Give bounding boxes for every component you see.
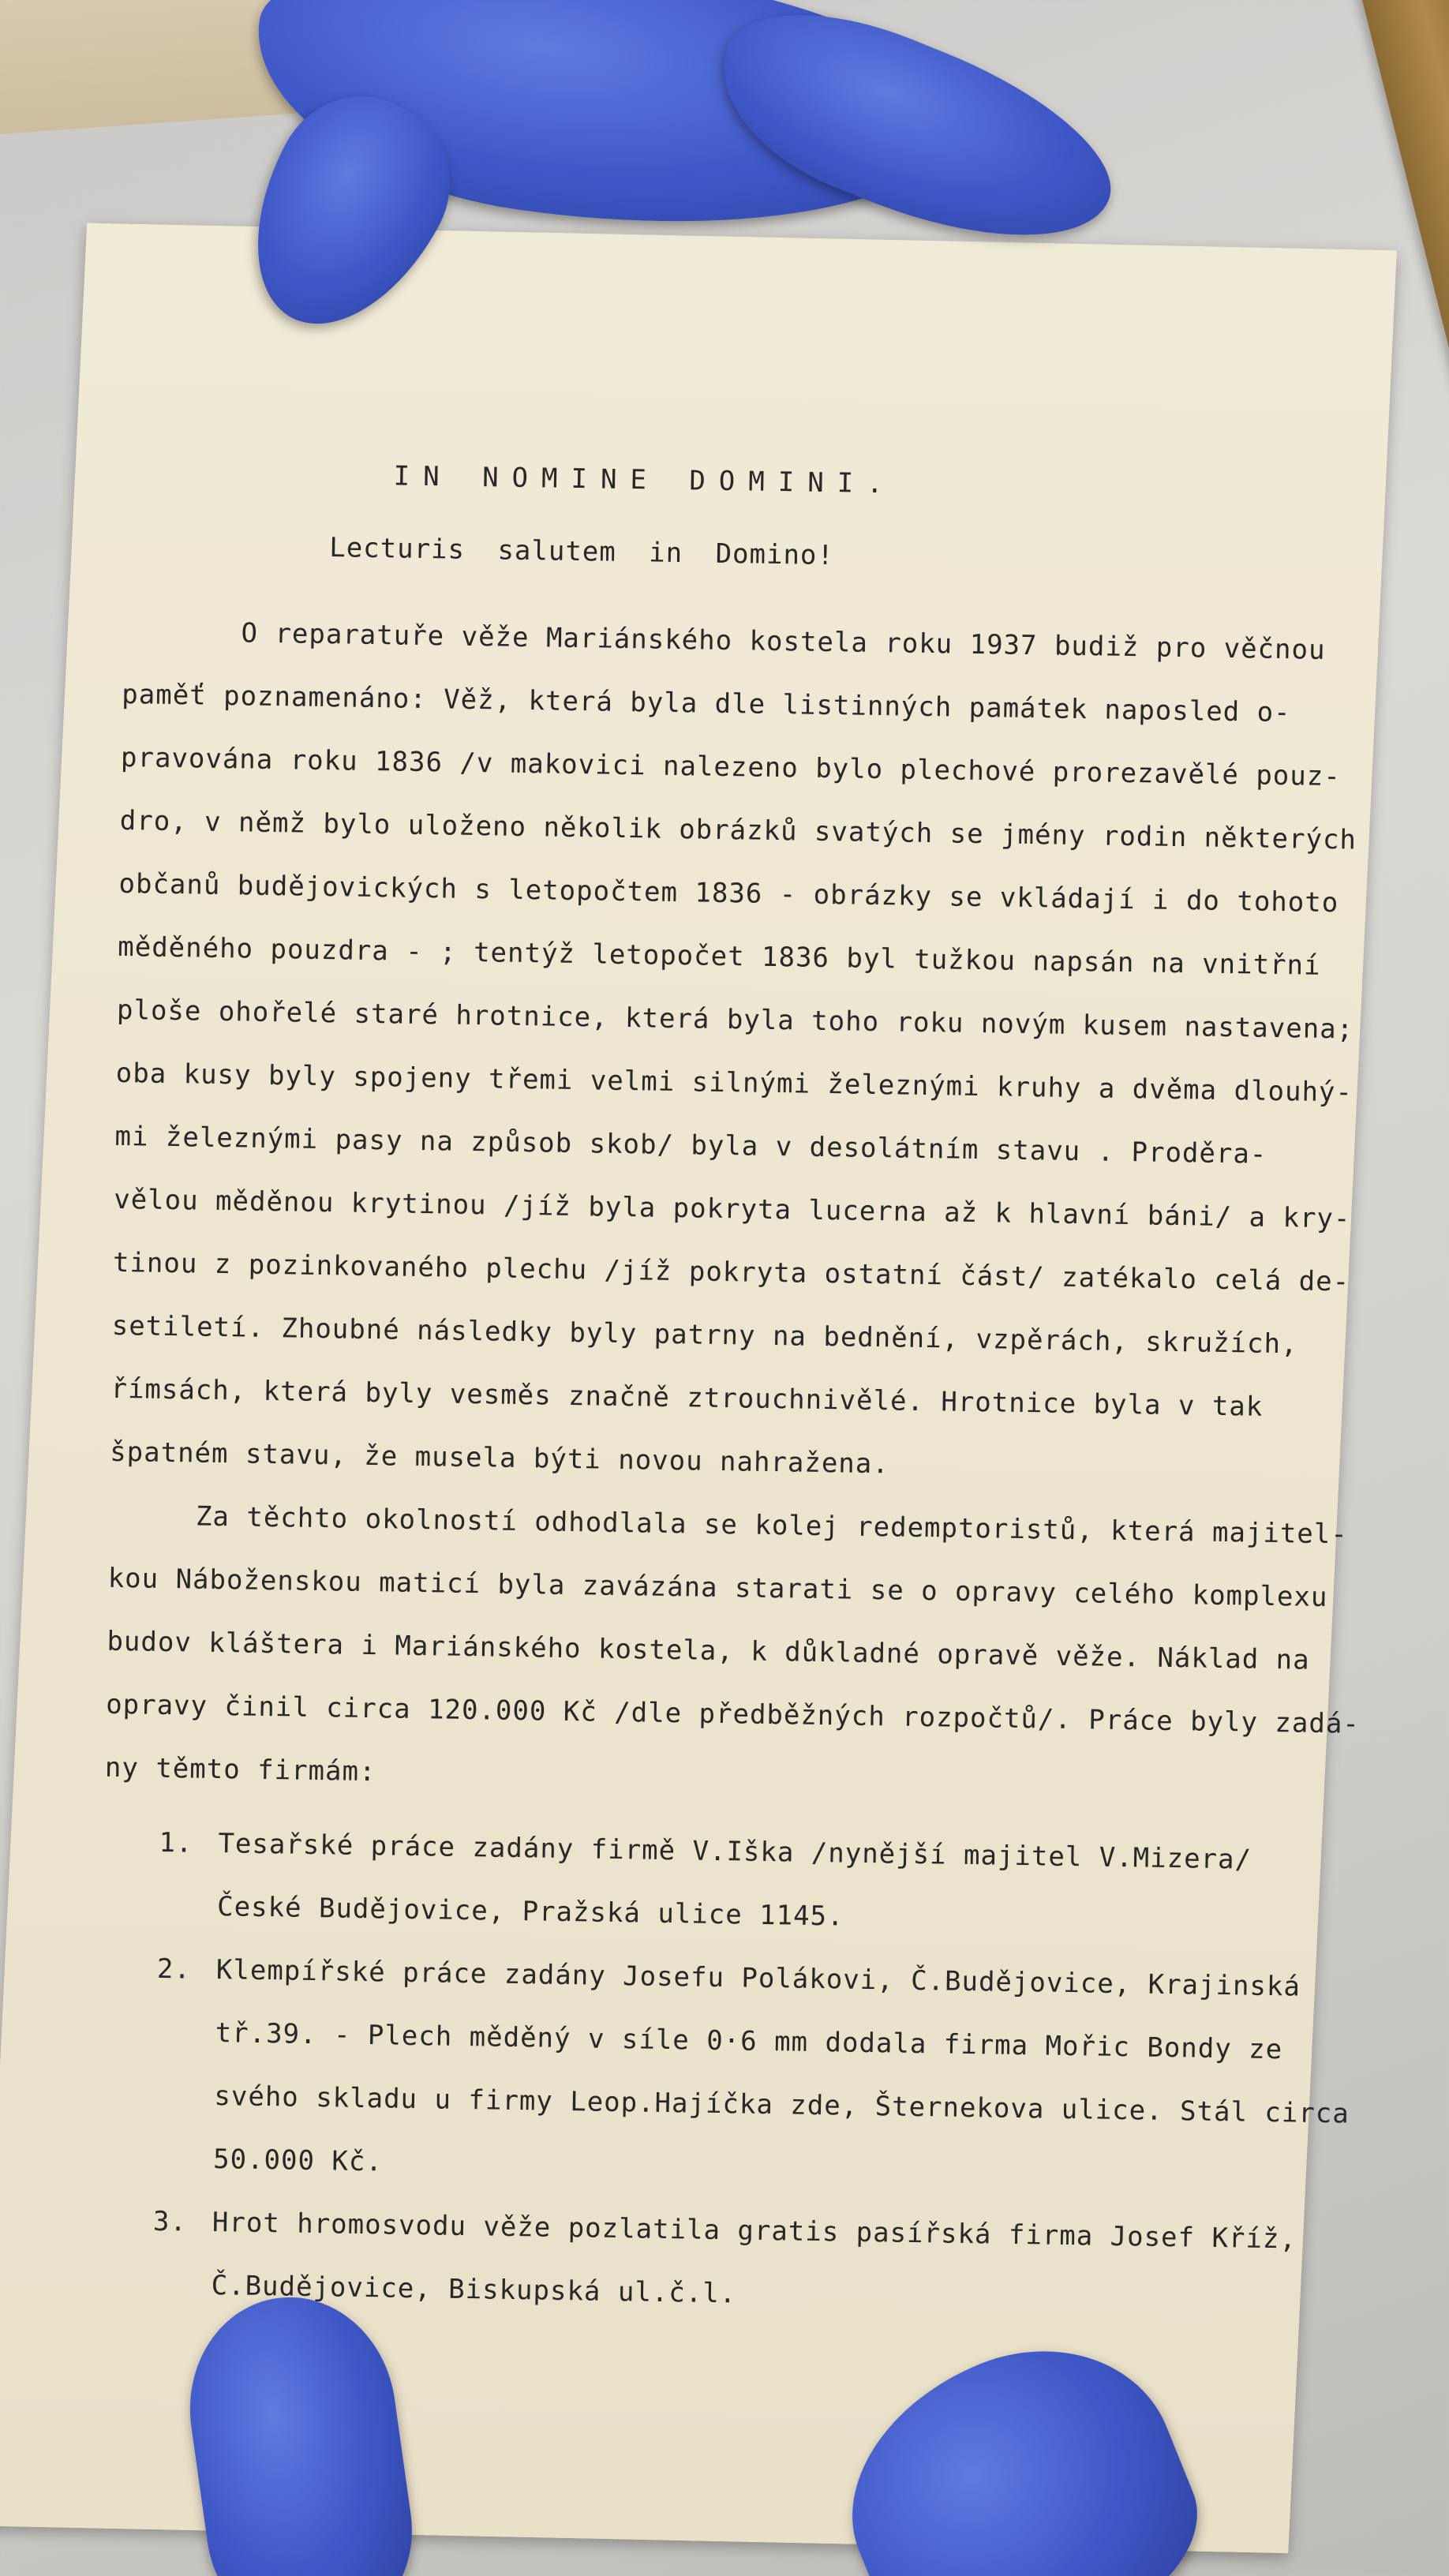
list-number: 3. xyxy=(152,2205,188,2238)
list-number: 1. xyxy=(159,1826,193,1859)
paragraph-2-line: kou Náboženskou maticí byla zavázána starati se o opravy celého komplexu xyxy=(107,1562,1328,1614)
list-number: 2. xyxy=(156,1953,192,1986)
paragraph-1-line: paměť poznamenáno: Věž, která byla dle listinných památek naposled o- xyxy=(122,678,1291,729)
paragraph-1-line: měděného pouzdra - ; tentýž letopočet 1836 byl tužkou napsán na vnitřní xyxy=(118,930,1321,982)
document-greeting: Lecturis salutem in Domino! xyxy=(328,532,835,572)
paragraph-1-line: římsách, která byly vesměs značně ztrouchnivělé. Hrotnice byla v tak xyxy=(110,1372,1264,1423)
paragraph-1-line: dro, v němž bylo uloženo několik obrázků svatých se jmény rodin některých xyxy=(119,804,1357,856)
list-item-3-continuation: Č.Budějovice, Biskupská ul.č.l. xyxy=(211,2269,737,2310)
list-item-text: Tesařské práce zadány firmě V.Iška /nynější majitel V.Mizera/ xyxy=(218,1828,1252,1876)
document-title: IN NOMINE DOMINI. xyxy=(393,460,897,500)
paragraph-2-line: opravy činil circa 120.000 Kč /dle předběžných rozpočtů/. Práce byly zadá- xyxy=(105,1688,1361,1740)
paragraph-1-line: vělou měděnou krytinou /jíž byla pokryta lucerna až k hlavní báni/ a kry- xyxy=(113,1183,1351,1235)
list-item-2-continuation: tř.39. - Plech měděný v síle 0·6 mm dodala firma Mořic Bondy ze xyxy=(215,2017,1283,2066)
paragraph-1-line: pravována roku 1836 /v makovici nalezeno bylo plechové prorezavělé pouz- xyxy=(120,741,1342,793)
paragraph-1-line: občanů budějovických s letopočtem 1836 - obrázky se vkládají i do tohoto xyxy=(118,867,1339,919)
paragraph-1-line: setiletí. Zhoubné následky byly patrny na bednění, vzpěrách, skružích, xyxy=(111,1309,1298,1361)
paragraph-1-line: ploše ohořelé staré hrotnice, která byla toho roku novým kusem nastavena; xyxy=(116,994,1354,1046)
paragraph-2-line: ny těmto firmám: xyxy=(104,1751,376,1788)
paragraph-1-line: oba kusy byly spojeny třemi velmi silnými železnými kruhy a dvěma dlouhý- xyxy=(115,1057,1354,1109)
paragraph-1-line: špatném stavu, že musela býti novou nahražena. xyxy=(109,1436,890,1481)
list-item-text: Hrot hromosvodu věže pozlatila gratis pasířská firma Josef Kříž, xyxy=(212,2206,1297,2256)
document-body xyxy=(96,600,1361,2334)
paragraph-2-line: Za těchto okolností odhodlala se kolej redemptoristů, která majitel- xyxy=(195,1500,1349,1551)
paragraph-1-line: O reparatuře věže Mariánského kostela roku 1937 budiž pro věčnou xyxy=(241,617,1326,666)
paragraph-1-line: mi železnými pasy na způsob skob/ byla v desolátním stavu . Proděra- xyxy=(114,1120,1267,1170)
paragraph-2-line: budov kláštera i Mariánského kostela, k důkladné opravě věže. Náklad na xyxy=(107,1625,1310,1676)
paragraph-1-line: tinou z pozinkovaného plechu /jíž pokryta ostatní část/ zatékalo celá de- xyxy=(112,1246,1350,1298)
list-item-text: Klempířské práce zadány Josefu Polákovi, Č.Budějovice, Krajinská xyxy=(215,1954,1301,2003)
list-item-2-continuation: svého skladu u firmy Leop.Hajíčka zde, Šternekova ulice. Stál circa xyxy=(214,2080,1350,2130)
list-item-2-continuation: 50.000 Kč. xyxy=(212,2144,384,2178)
list-item-1-continuation: České Budějovice, Pražská ulice 1145. xyxy=(216,1891,844,1933)
